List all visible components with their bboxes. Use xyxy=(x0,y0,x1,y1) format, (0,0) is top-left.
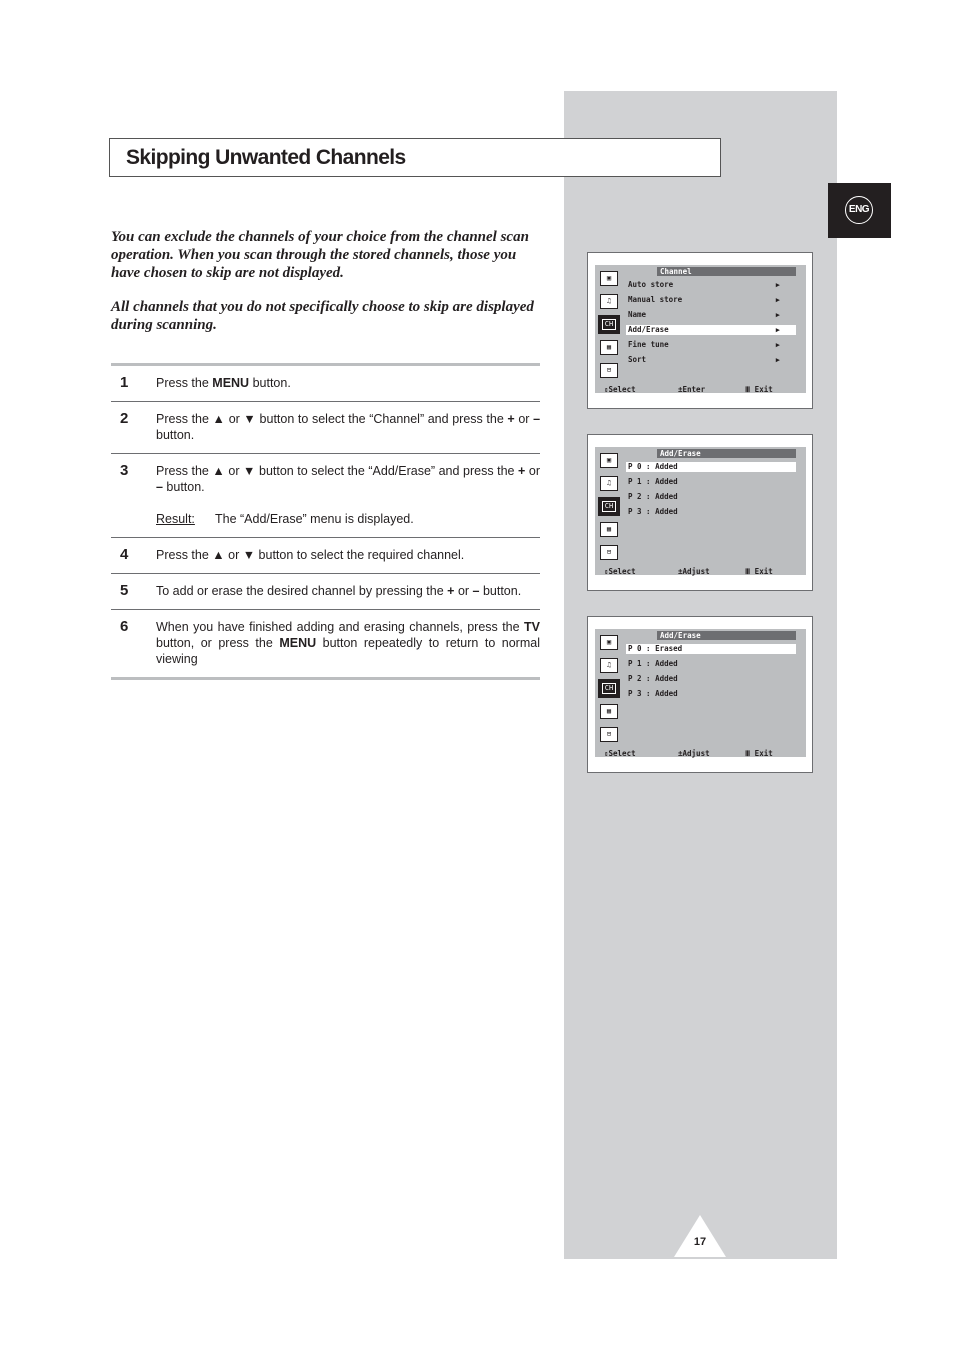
osd-menu-item: P 0 : Added xyxy=(626,462,796,472)
result-text: The “Add/Erase” menu is displayed. xyxy=(215,512,414,526)
setup-icon: ▦ xyxy=(600,522,618,537)
osd-footer-bar xyxy=(595,568,806,575)
osd-footer-hint: Ⅲ Exit xyxy=(745,749,773,758)
step-4 xyxy=(111,537,540,573)
step-text: When you have finished adding and erasing channels, press the TV button, or press the MENU button repeatedly to return to normal viewing xyxy=(156,620,540,666)
osd-menu-item: P 2 : Added xyxy=(628,674,678,683)
step-result xyxy=(156,511,540,527)
input-icon: ⊟ xyxy=(600,727,618,742)
osd-menu-area xyxy=(595,629,806,750)
step-number: 2 xyxy=(120,410,129,427)
menu-arrow-icon: ▶ xyxy=(775,311,780,319)
picture-icon: ▣ xyxy=(600,271,618,286)
osd-icon-column xyxy=(598,267,620,385)
step-text: Press the MENU button. xyxy=(156,376,291,390)
step-3 xyxy=(111,453,540,537)
osd-screen-add-erase xyxy=(587,434,813,591)
step-number: 3 xyxy=(120,462,129,479)
title-box xyxy=(109,138,721,177)
sound-icon: ♫ xyxy=(600,476,618,491)
osd-menu-title: Channel xyxy=(657,267,796,276)
menu-arrow-icon: ▶ xyxy=(775,326,780,334)
osd-menu-item: P 3 : Added xyxy=(628,689,678,698)
osd-footer-bar xyxy=(595,750,806,757)
menu-arrow-icon: ▶ xyxy=(775,356,780,364)
step-text: Press the ▲ or ▼ button to select the “Channel” and press the + or – button. xyxy=(156,412,541,442)
step-text: To add or erase the desired channel by pressing the + or – button. xyxy=(156,584,522,598)
osd-menu-item: P 1 : Added xyxy=(628,659,678,668)
osd-menu-item: Sort ▶ xyxy=(628,355,780,364)
step-6 xyxy=(111,609,540,677)
step-5 xyxy=(111,573,540,609)
osd-menu-item: P 0 : Erased xyxy=(626,644,796,654)
osd-screen-channel xyxy=(587,252,813,409)
setup-icon: ▦ xyxy=(600,340,618,355)
osd-menu-title: Add/Erase xyxy=(657,449,796,458)
osd-footer-hint: ±Adjust xyxy=(678,749,710,758)
menu-arrow-icon: ▶ xyxy=(775,296,780,304)
step-1 xyxy=(111,366,540,401)
step-number: 5 xyxy=(120,582,129,599)
step-2 xyxy=(111,401,540,453)
osd-footer-bar xyxy=(595,386,806,393)
osd-menu-item: P 2 : Added xyxy=(628,492,678,501)
step-number: 6 xyxy=(120,618,129,635)
osd-footer-hint: ⇕Select xyxy=(604,567,636,576)
osd-menu-item: Auto store ▶ xyxy=(628,280,780,289)
sound-icon: ♫ xyxy=(600,658,618,673)
osd-menu-area xyxy=(595,265,806,386)
channel-icon: CH xyxy=(600,317,618,332)
osd-menu-item: Manual store ▶ xyxy=(628,295,780,304)
step-text: Press the ▲ or ▼ button to select the required channel. xyxy=(156,548,465,562)
osd-menu-item: Fine tune ▶ xyxy=(628,340,780,349)
intro-paragraph-2: All channels that you do not specifically choose to skip are displayed during scanning. xyxy=(111,299,534,333)
step-number: 1 xyxy=(120,374,129,391)
input-icon: ⊟ xyxy=(600,363,618,378)
page-title: Skipping Unwanted Channels xyxy=(126,146,406,169)
osd-footer-hint: Ⅲ Exit xyxy=(745,567,773,576)
setup-icon: ▦ xyxy=(600,704,618,719)
osd-menu-item: P 1 : Added xyxy=(628,477,678,486)
osd-screen-add-erase-erased xyxy=(587,616,813,773)
osd-menu-item: P 3 : Added xyxy=(628,507,678,516)
osd-menu-title: Add/Erase xyxy=(657,631,796,640)
menu-arrow-icon: ▶ xyxy=(775,341,780,349)
osd-menu-item: Name ▶ xyxy=(628,310,780,319)
channel-icon: CH xyxy=(600,499,618,514)
step-number: 4 xyxy=(120,546,129,563)
osd-footer-hint: Ⅲ Exit xyxy=(745,385,773,394)
osd-icon-column xyxy=(598,449,620,567)
sound-icon: ♫ xyxy=(600,294,618,309)
language-tab-label: ENG xyxy=(845,196,873,224)
osd-footer-hint: ±Adjust xyxy=(678,567,710,576)
result-label: Result: xyxy=(156,512,195,526)
channel-icon: CH xyxy=(600,681,618,696)
menu-arrow-icon: ▶ xyxy=(775,281,780,289)
picture-icon: ▣ xyxy=(600,635,618,650)
osd-footer-hint: ⇕Select xyxy=(604,385,636,394)
osd-menu-area xyxy=(595,447,806,568)
steps-list xyxy=(111,363,540,680)
osd-footer-hint: ⇕Select xyxy=(604,749,636,758)
intro-paragraph-1: You can exclude the channels of your choice from the channel scan operation. When you scan through the stored channels, those you have chosen to skip are not displayed. xyxy=(111,229,529,281)
osd-icon-column xyxy=(598,631,620,749)
picture-icon: ▣ xyxy=(600,453,618,468)
input-icon: ⊟ xyxy=(600,545,618,560)
page-number: 17 xyxy=(693,1236,707,1248)
language-tab xyxy=(828,183,891,238)
osd-menu-item: Add/Erase ▶ xyxy=(626,325,796,335)
osd-footer-hint: ±Enter xyxy=(678,385,706,394)
step-text: Press the ▲ or ▼ button to select the “Add/Erase” and press the + or – button. xyxy=(156,464,540,494)
